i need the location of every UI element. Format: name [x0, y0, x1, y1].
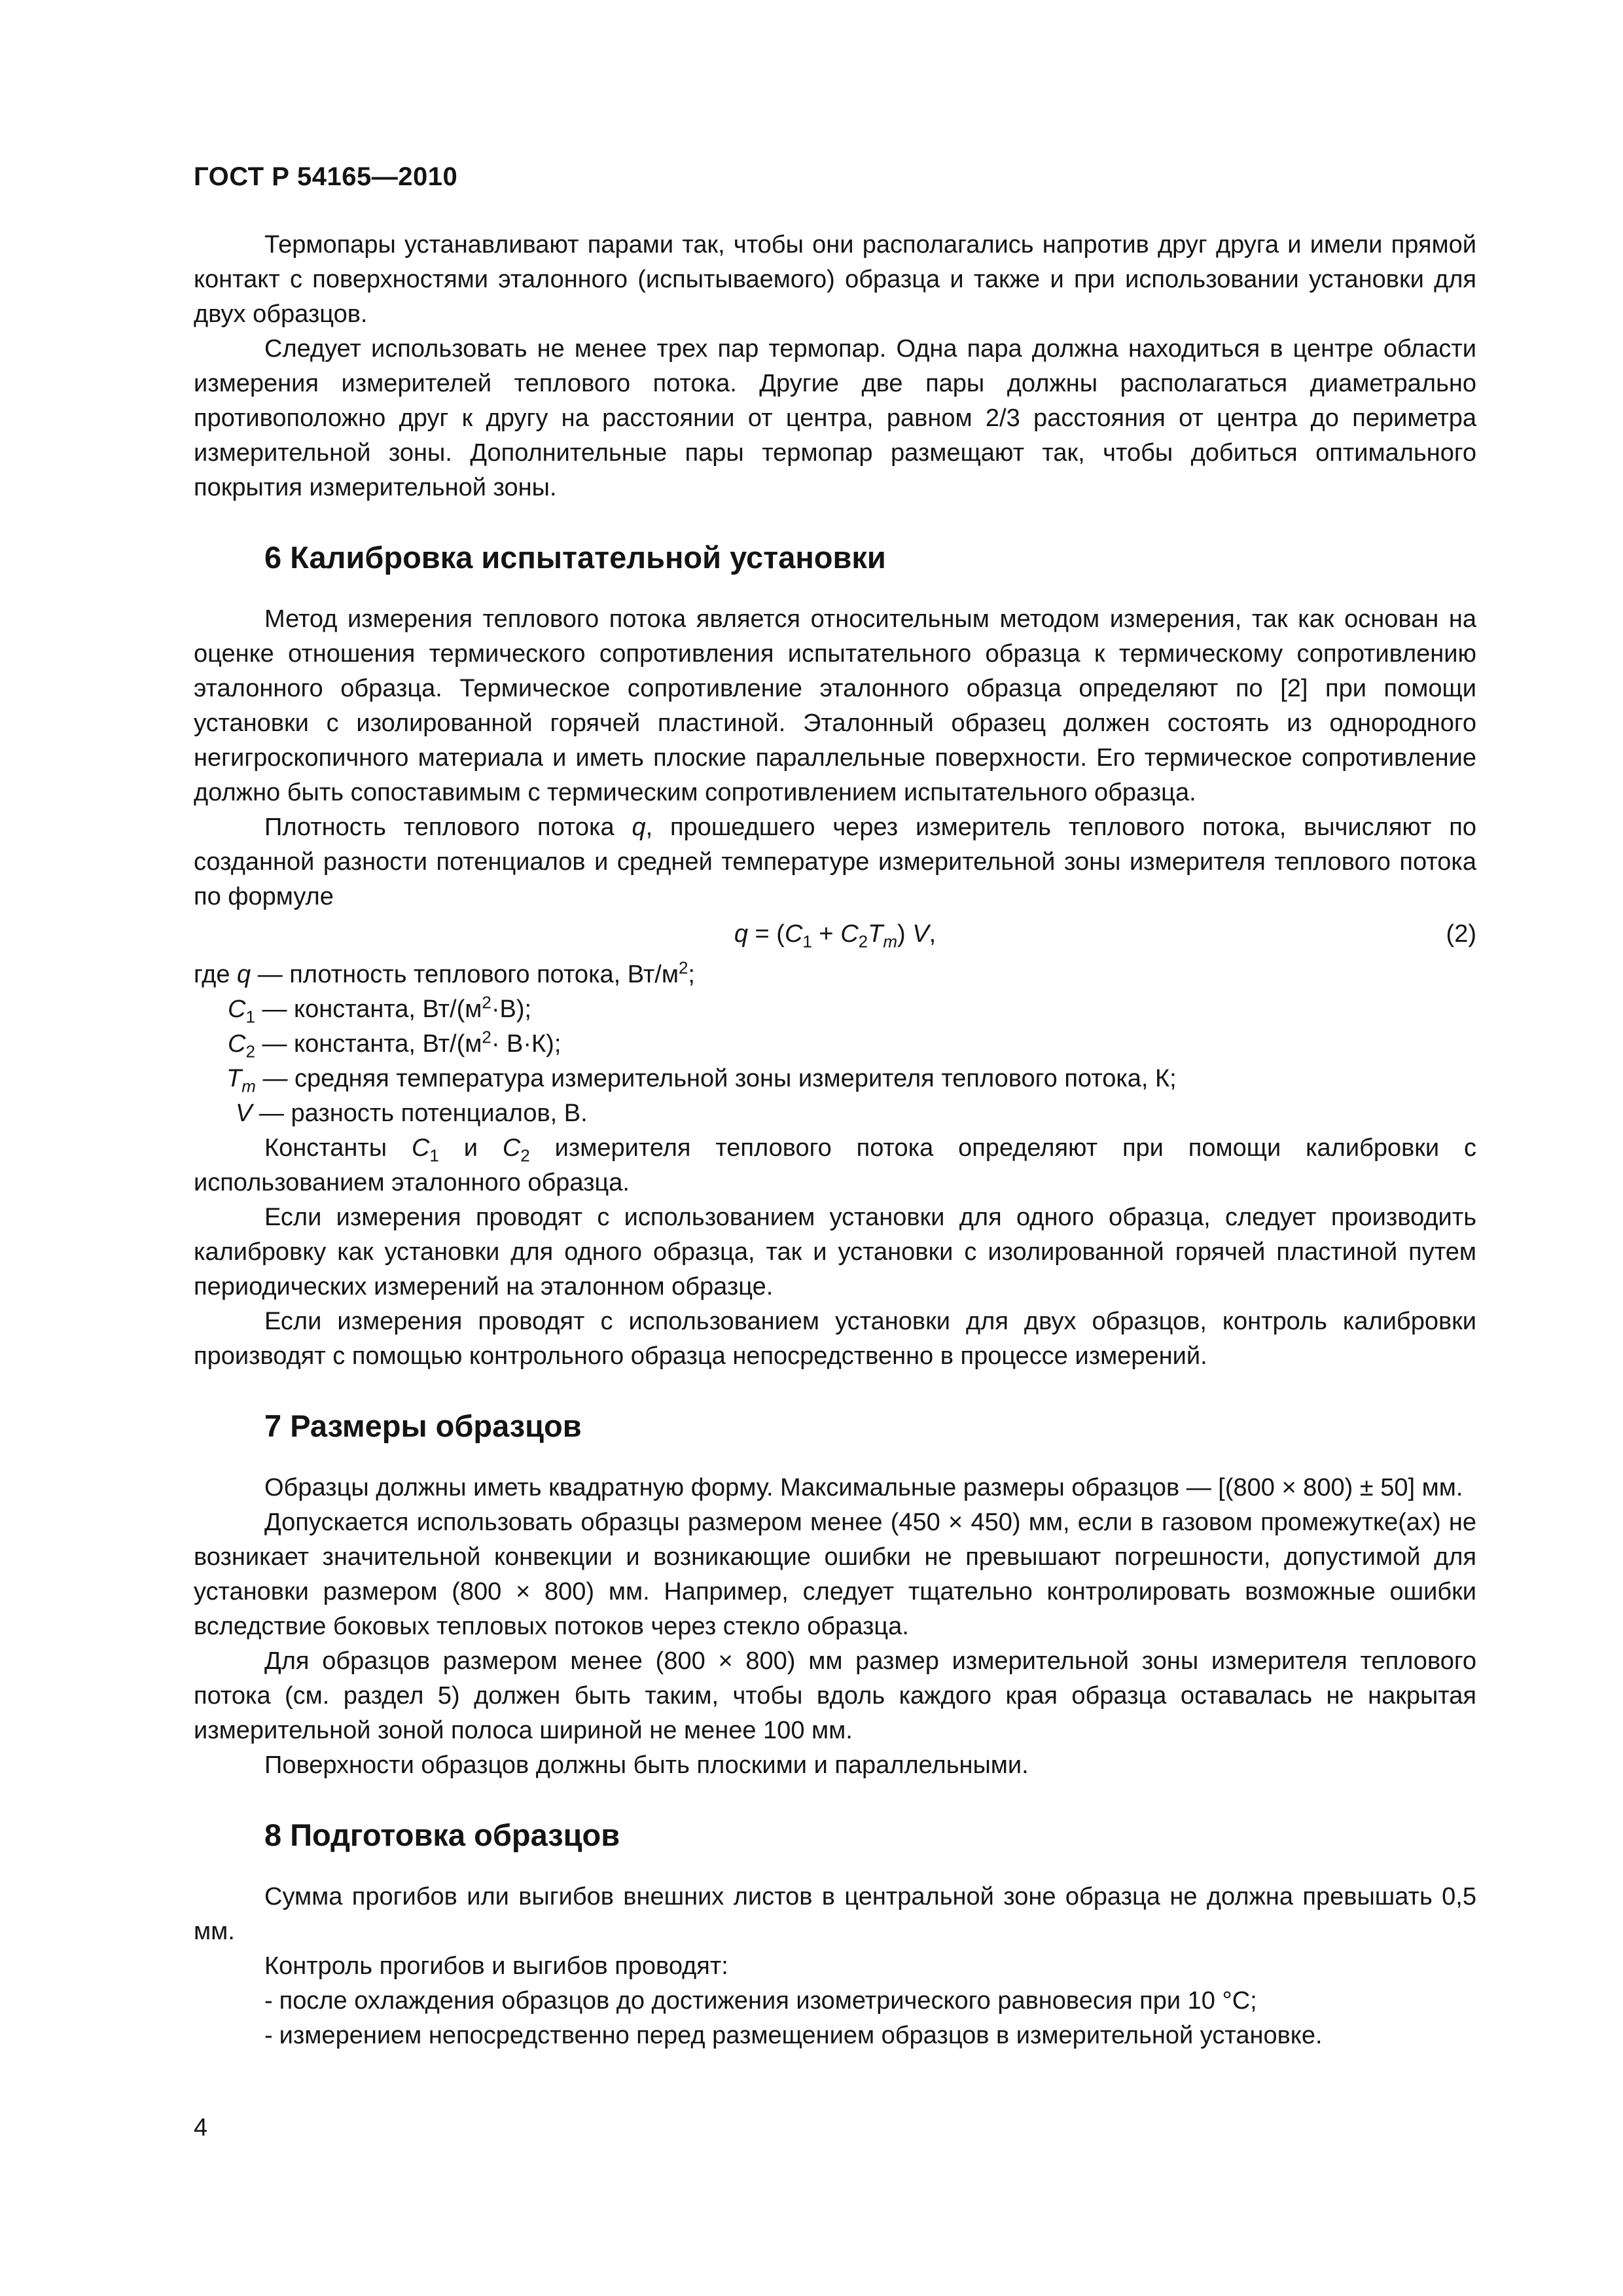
paragraph: Сумма прогибов или выгибов внешних листов в центральной зоне образца не должна превышать 0,5 мм. — [194, 1883, 1476, 1945]
page-number: 4 — [194, 2114, 208, 2142]
legend-item: $C_2$ — константа, $Вт/(м^2\cdot В\cdot К)$; — [228, 1027, 562, 1062]
legend-item: где q — плотность теплового потока, $Вт/м^2$; — [194, 958, 695, 988]
legend-item: $T_m$ — средняя температура измерительной зоны измерителя теплового потока, К; — [226, 1065, 1177, 1096]
paragraph: Контроль прогибов и выгибов проводят: — [264, 1952, 728, 1980]
legend-item: V — разность потенциалов, В. — [236, 1100, 588, 1127]
section-7-heading: 7 Размеры образцов — [264, 1408, 582, 1443]
formula-2: $q = (C_1 + C_2T_m)$ V, — [734, 920, 936, 952]
paragraph: Константы $C_1$ и $C_2$ измерителя теплового потока определяют при помощи калибровки с использованием эталонного образца. — [194, 1134, 1476, 1196]
paragraph: Если измерения проводят с использованием установки для двух образцов, контроль калибровки производят с помощью контрольного образца непосредственно в процессе измерений. — [194, 1308, 1476, 1370]
paragraph: Плотность теплового потока q, прошедшего через измеритель теплового потока, вычисляют по созданной разности потенциалов и средней температуре измерительной зоны измерителя теплового потока по формуле — [194, 814, 1476, 910]
paragraph: Если измерения проводят с использованием установки для одного образца, следует производить калибровку как установки для одного образца, так и установки с изолированной горячей пластиной путем периодических измерений на эталонном образце. — [194, 1204, 1476, 1300]
paragraph: Термопары устанавливают парами так, чтобы они располагались напротив друг друга и имели прямой контакт с поверхностями эталонного (испытываемого) образца и также и при использовании установки для двух образцов. — [194, 231, 1476, 328]
paragraph: Метод измерения теплового потока является относительным методом измерения, так как основан на оценке отношения термического сопротивления испытательного образца к термическому сопротивлению эталонного образца. Термическое сопротивление эталонного образца определяют по [2] при помощи установки с изолированной горячей пластиной. Эталонный образец должен состоять из однородного негигроскопичного материала и иметь плоские параллельные поверхности. Его термическое сопротивление должно быть сопоставимым с термическим сопротивлением испытательного образца. — [194, 605, 1476, 806]
list-item: - после охлаждения образцов до достижения изометрического равновесия при 10 °С; — [264, 1987, 1257, 2015]
paragraph: Допускается использовать образцы размером менее (450 × 450) мм, если в газовом промежутке(ах) не возникает значительной конвекции и возникающие ошибки не превышают погрешности, допустимой для установки размером (800 × 800) мм. Например, следует тщательно контролировать возможные ошибки вследствие боковых тепловых потоков через стекло образца. — [194, 1509, 1476, 1640]
section-8-heading: 8 Подготовка образцов — [264, 1818, 620, 1852]
section-6-heading: 6 Калибровка испытательной установки — [264, 540, 886, 575]
document-body — [194, 228, 1476, 2053]
paragraph: Поверхности образцов должны быть плоскими и параллельными. — [264, 1751, 1029, 1779]
dash-list — [194, 1984, 1476, 2053]
formula-row — [194, 917, 1476, 956]
formula-legend — [194, 958, 1476, 1131]
document-code-header: ГОСТ Р 54165—2010 — [194, 162, 458, 191]
list-item: - измерением непосредственно перед размещением образцов в измерительной установке. — [264, 2022, 1323, 2049]
legend-item: $C_1$ — константа, $Вт/(м^2\cdot В)$; — [228, 992, 532, 1027]
paragraph: Следует использовать не менее трех пар термопар. Одна пара должна находиться в центре области измерения измерителей теплового потока. Другие две пары должны располагаться диаметрально противоположно друг к другу на расстоянии от центра, равном 2/3 расстояния от центра до периметра измерительной зоны. Дополнительные пары термопар размещают так, чтобы добиться оптимального покрытия измерительной зоны. — [194, 335, 1476, 501]
equation-number: (2) — [1446, 920, 1476, 948]
paragraph: Образцы должны иметь квадратную форму. Максимальные размеры образцов — [(800 × 800) ± 50] мм. — [264, 1474, 1463, 1501]
paragraph: Для образцов размером менее (800 × 800) мм размер измерительной зоны измерителя теплового потока (см. раздел 5) должен быть таким, чтобы вдоль каждого края образца оставалась не накрытая измерительной зоной полоса шириной не менее 100 мм. — [194, 1647, 1476, 1744]
